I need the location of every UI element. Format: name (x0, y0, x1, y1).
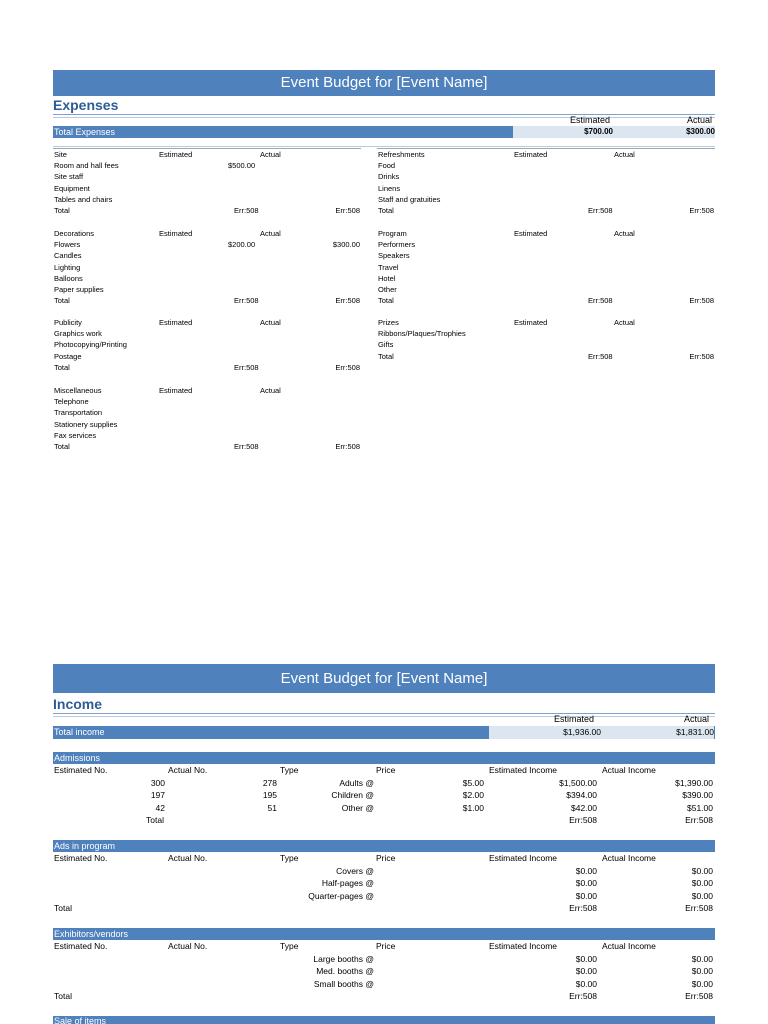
divider (53, 716, 715, 717)
total-income-label: Total income (54, 727, 105, 737)
expense-section-program: Program Estimated Actual Performers Speakers Travel Hotel Other Total Err:508 Err:508 (378, 229, 714, 306)
expense-row: Transportation (54, 408, 103, 418)
total-expenses-actual: $300.00 (613, 126, 715, 138)
section-title: Prizes (378, 318, 399, 327)
total-income-estimated: $1,936.00 (489, 726, 601, 739)
expense-row: Flowers $200.00 $300.00 (54, 240, 360, 250)
col-actual-label: Actual (684, 714, 710, 724)
admissions-bar: Admissions (53, 752, 715, 764)
total-row: Total Err:508 Err:508 (54, 903, 713, 913)
admissions-table (54, 764, 715, 827)
expense-row: Hotel (378, 273, 396, 283)
expense-row: Tables and chairs (54, 194, 113, 204)
table-row: 197 195 Children @ $2.00 $394.00 $390.00 (150, 790, 713, 800)
column-header-row: Estimated No. Actual No. Type Price Estimated Income Actual Income (54, 853, 656, 863)
income-heading: Income (53, 696, 103, 712)
table-row: Quarter-pages @ $0.00 $0.00 (308, 890, 713, 901)
table-row: Covers @ $0.00 $0.00 (336, 865, 713, 876)
expense-section-site (54, 149, 364, 216)
expense-row: Postage (54, 351, 82, 361)
section-title: Program (378, 229, 407, 238)
expense-row: Candles (54, 251, 82, 261)
expense-section-decorations: Decorations Estimated Actual Flowers $200.00 $300.00 Candles Lighting Balloons Paper supplies Total Err:508 Err:508 (54, 228, 364, 306)
section-title: Publicity (54, 318, 82, 327)
total-row: Total Err:508 Err:508 (54, 362, 360, 372)
total-row: Total Err:508 Err:508 (378, 351, 714, 361)
expense-row: Speakers (378, 251, 410, 261)
expense-row: Gifts (378, 340, 394, 350)
table-row: Med. booths @ $0.00 $0.00 (316, 966, 713, 976)
table-row: Half-pages @ $0.00 $0.00 (321, 878, 713, 888)
table-row: 42 51 Other @ $1.00 $42.00 $51.00 (155, 802, 713, 813)
expense-row: Paper supplies (54, 284, 104, 294)
expense-row: Performers (378, 240, 416, 250)
expense-row: Telephone (54, 397, 89, 407)
expense-row: Other (378, 284, 397, 294)
total-row: Total Err:508 Err:508 (54, 991, 713, 1001)
expense-section-publicity: Publicity Estimated Actual Graphics work Photocopying/Printing Postage Total Err:508 Err:508 (54, 317, 364, 373)
sale-of-items-bar: Sale of items (53, 1016, 715, 1024)
income-banner: Event Budget for [Event Name] (53, 664, 715, 693)
section-title: Refreshments (378, 150, 425, 159)
expense-row: Room and hall fees $500.00 (54, 161, 256, 171)
total-row: Total Err:508 Err:508 (54, 205, 360, 215)
col-actual-label: Actual (687, 115, 713, 125)
expense-row: Lighting (54, 262, 81, 272)
expense-row: Balloons (54, 273, 83, 283)
expense-row: Staff and gratuities (378, 194, 441, 204)
expense-row: Equipment (54, 183, 90, 193)
ads-table (54, 852, 715, 915)
ads-bar: Ads in program (53, 840, 715, 852)
divider (53, 146, 715, 147)
expense-section-refreshments: Refreshments Estimated Actual Food Drinks Linens Staff and gratuities Total Err:508 Err:508 (378, 150, 714, 215)
expenses-heading: Expenses (53, 97, 119, 113)
col-label: Estimated (159, 150, 193, 159)
expense-section-miscellaneous: Miscellaneous Estimated Actual Telephone Transportation Stationery supplies Fax services Total Err:508 Err:508 (54, 385, 364, 452)
column-header-row: Estimated No. Actual No. Type Price Estimated Income Actual Income (54, 941, 656, 951)
expense-row: Ribbons/Plaques/Trophies (378, 329, 466, 339)
section-title: Decorations (54, 229, 95, 238)
expense-row: Graphics work (54, 329, 102, 339)
expense-row: Travel (378, 262, 399, 272)
total-row: Total Err:508 Err:508 (54, 296, 360, 306)
divider (53, 713, 715, 714)
total-expenses-label: Total Expenses (54, 127, 116, 137)
col-estimated-label: Estimated (554, 714, 595, 724)
total-row: Total Err:508 Err:508 (378, 205, 714, 215)
total-row: Total Err:508 Err:508 (54, 441, 360, 451)
total-expenses-estimated: $700.00 (513, 126, 613, 138)
exhibitors-bar: Exhibitors/vendors (53, 928, 715, 940)
table-row: Small booths @ $0.00 $0.00 (313, 978, 713, 989)
expense-section-prizes: Prizes Estimated Actual Ribbons/Plaques/Trophies Gifts Total Err:508 Err:508 (378, 318, 714, 361)
total-expenses-bar (53, 126, 715, 138)
total-income-bar (53, 726, 715, 739)
total-income-actual: $1,831.00 (601, 726, 714, 739)
table-row: Large booths @ $0.00 $0.00 (313, 953, 713, 964)
expense-row: Site staff (54, 172, 84, 182)
column-header-row: Estimated No. Actual No. Type Price Estimated Income Actual Income (54, 765, 656, 775)
col-estimated-label: Estimated (570, 115, 611, 125)
col-label: Actual (260, 150, 281, 159)
expenses-banner: Event Budget for [Event Name] (53, 70, 715, 96)
expense-row: Food (378, 161, 396, 171)
expense-row: Fax services (54, 430, 97, 440)
section-title: Miscellaneous (54, 386, 102, 395)
table-row: 300 278 Adults @ $5.00 $1,500.00 $1,390.00 (150, 777, 713, 788)
divider (53, 114, 715, 115)
exhibitors-table (54, 940, 715, 1003)
expense-row: Linens (378, 183, 401, 193)
expense-row: Drinks (378, 172, 400, 182)
expense-row: Photocopying/Printing (54, 340, 127, 350)
section-title: Site (54, 150, 67, 159)
total-row: Total Err:508 Err:508 (378, 296, 714, 306)
expense-row: Stationery supplies (54, 419, 118, 429)
divider (53, 117, 715, 118)
total-row: Total Err:508 Err:508 (146, 815, 713, 825)
